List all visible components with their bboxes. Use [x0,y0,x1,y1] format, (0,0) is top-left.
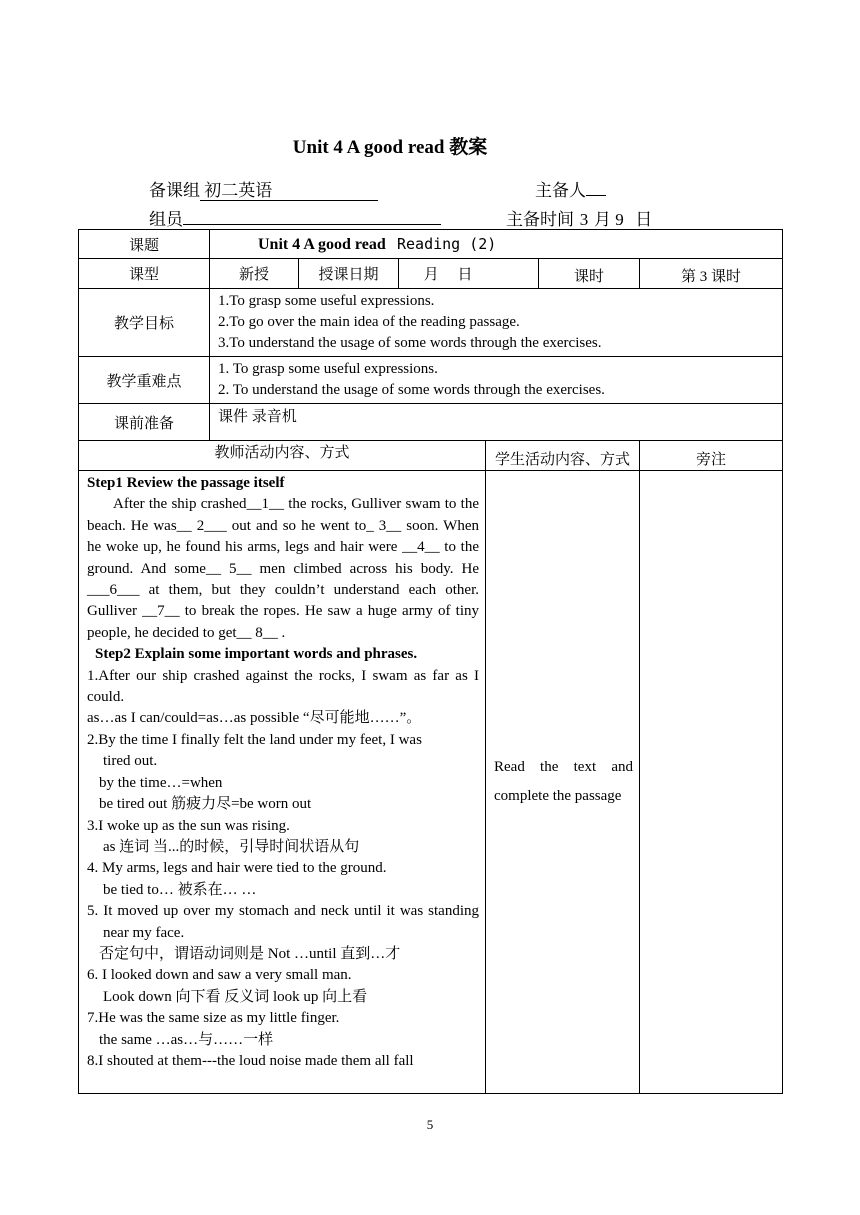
goal-item: 1.To grasp some useful expressions. [218,293,435,309]
item-8: 8.I shouted at them---the loud noise made them all fall [87,1052,414,1069]
group-label: 备课组 [149,181,200,200]
type-row [79,259,783,289]
preparer-value [586,195,606,196]
group-value: 初二英语 [200,182,378,201]
item-1-note: as…as I can/could=as…as possible “尽可能地……”。 [87,710,422,727]
members-field [149,205,441,230]
goals-list [210,289,783,357]
time-label: 主备时间 [506,210,574,229]
notes-cell [640,471,783,1094]
document-title: Unit 4 A good read 教案 [292,137,488,158]
type-label: 课型 [79,259,210,289]
prep-row [79,404,783,441]
topic-row [79,230,783,259]
type-value: 新授 [210,259,299,289]
page-number: 5 [426,1117,434,1132]
preparer-label: 主备人 [535,181,586,200]
prep-value: 课件 录音机 [210,404,783,441]
keypoints-row [79,357,783,404]
teacher-header: 教师活动内容、方式 [79,441,486,471]
item-5-note: 否定句中，谓语动词则是 Not …until 直到…才 [99,945,401,962]
month-value: 3 [574,211,594,230]
step1-passage: After the ship crashed__1__ the rocks, Gulliver swam to the beach. He was__ 2___ out and so he went to_ 3__ soon. When he woke up, he found his arms, legs and hair were __4__ to the ground. And some__ 5__ men climbed across his body. He ___6___ at them, but they couldn’t understand each other. Gulliver __7__ to break the ropes. He saw a huge army of tiny people, he decided to get__ 8__ . [87,496,479,641]
item-6: 6. I looked down and saw a very small man. [87,967,352,984]
period-value: 第 3 课时 [640,259,783,289]
keypoints-label: 教学重难点 [79,357,210,404]
teacher-activity [79,471,486,1094]
preparer-field [535,176,606,201]
month-label: 月 [594,210,611,229]
members-value [183,224,441,225]
goal-item: 3.To understand the usage of some words through the exercises. [218,335,602,351]
period-label: 课时 [539,259,640,289]
item-3-note: as 连词 当...的时候，引导时间状语从句 [103,838,360,855]
day-label: 日 [635,210,653,229]
goals-label: 教学目标 [79,289,210,357]
prep-label: 课前准备 [79,404,210,441]
item-4-note: be tied to… 被系在… … [103,881,257,898]
activity-header-row [79,441,783,471]
keypoint-item: 2. To understand the usage of some words through the exercises. [218,382,605,398]
item-3: 3.I woke up as the sun was rising. [87,817,290,834]
day-value: 9 [615,211,635,230]
goals-row [79,289,783,357]
goal-item: 2.To go over the main idea of the reading passage. [218,314,520,330]
item-2-cont: tired out. [103,753,158,770]
members-label: 组员 [149,210,183,229]
notes-header: 旁注 [640,441,783,471]
item-6-note: Look down 向下看 反义词 look up 向上看 [103,988,368,1005]
step1-title: Step1 Review the passage itself [87,475,285,491]
item-2-note-2: be tired out 筋疲力尽=be worn out [99,796,312,813]
activity-row [79,471,783,1094]
keypoint-item: 1. To grasp some useful expressions. [218,361,438,377]
item-4: 4. My arms, legs and hair were tied to the ground. [87,860,387,877]
step2-title: Step2 Explain some important words and phrases. [95,646,418,663]
item-1: 1.After our ship crashed against the rocks, I swam as far as I could. [87,667,479,706]
group-field [149,176,378,201]
date-label: 授课日期 [299,259,399,289]
item-2-note-1: by the time…=when [99,774,223,791]
topic-label: 课题 [79,230,210,259]
keypoints-list [210,357,783,404]
time-field [506,205,652,230]
item-7-note: the same …as…与……一样 [99,1031,274,1048]
item-5: 5. It moved up over my stomach and neck until it was standing near my face. [87,903,479,941]
item-7: 7.He was the same size as my little finger. [87,1010,340,1027]
student-activity: Read the text and complete the passage [486,471,640,1094]
date-value: 月 日 [399,259,539,289]
student-header: 学生活动内容、方式 [486,441,640,471]
lesson-plan-table [78,229,783,1094]
item-2: 2.By the time I finally felt the land under my feet, I was [87,731,422,748]
topic-value: Unit 4 A good read Reading (2) [210,230,783,259]
